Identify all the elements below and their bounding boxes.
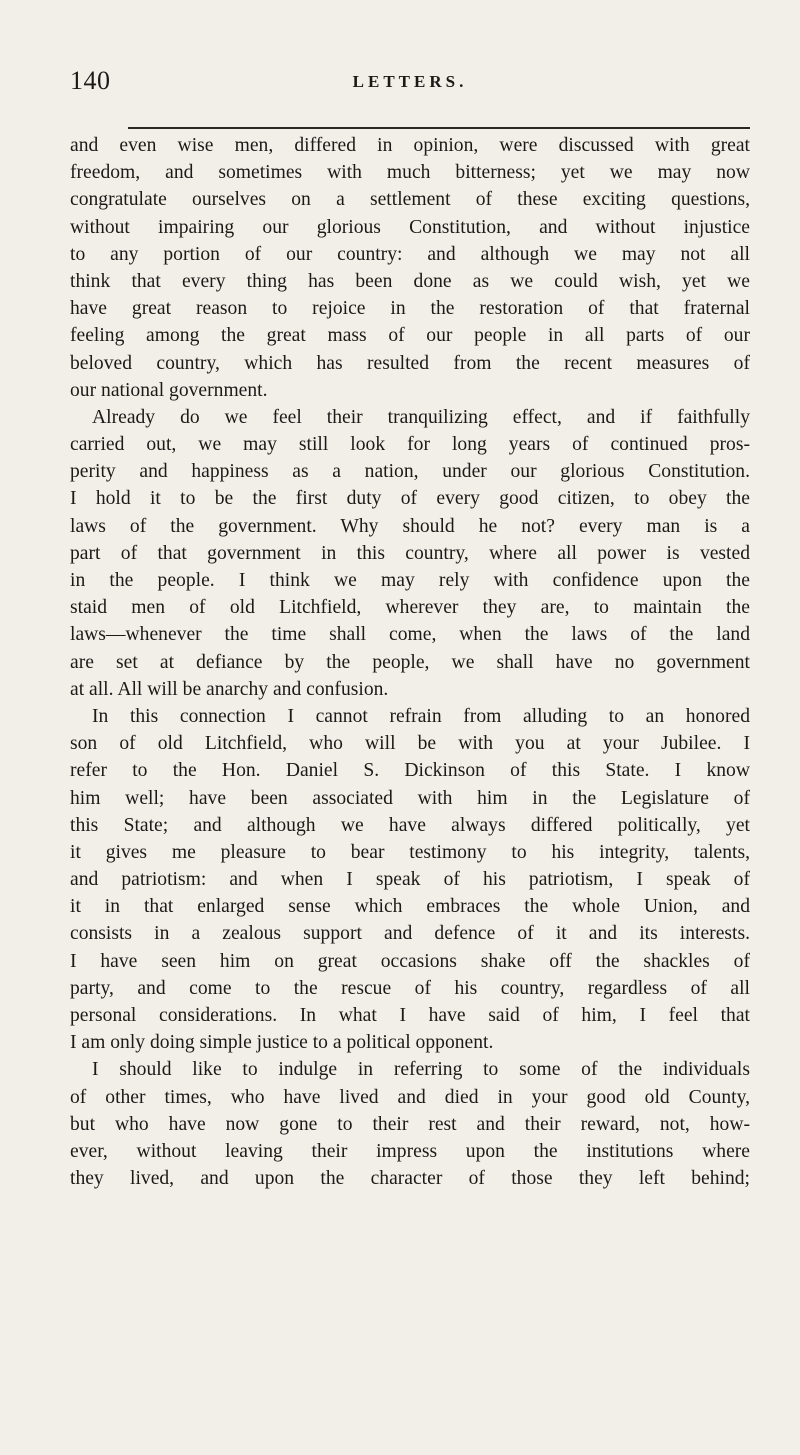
text-line: beloved country, which has resulted from the recent measures of [70,352,750,374]
text-line: have great reason to rejoice in the restoration of that fraternal [70,298,750,320]
text-line: congratulate ourselves on a settlement of these exciting questions, [70,189,750,211]
text-line: I have seen him on great occasions shake off the shackles of [70,950,750,972]
text-line: I am only doing simple justice to a political opponent. [70,1032,494,1054]
text-line: this State; and although we have always differed politically, yet [70,814,750,836]
text-line: think that every thing has been done as we could wish, yet we [70,270,750,292]
text-line: it gives me pleasure to bear testimony to his integrity, talents, [70,841,750,863]
text-line: in the people. I think we may rely with confidence upon the [70,570,750,591]
text-line: carried out, we may still look for long years of continued pros- [70,434,750,456]
text-line: and patriotism: and when I speak of his patriotism, I speak of [70,869,750,891]
header-rule [128,127,750,129]
text-line: but who have now gone to their rest and their reward, not, how- [70,1113,750,1135]
text-line: personal considerations. In what I have said of him, I feel that [70,1005,750,1026]
text-line: party, and come to the rescue of his country, regardless of all [70,977,750,999]
text-line: refer to the Hon. Daniel S. Dickinson of this State. I know [70,760,750,782]
text-line: Already do we feel their tranquilizing effect, and if faithfully [92,406,750,428]
text-line: ever, without leaving their impress upon the institutions where [70,1140,750,1162]
text-line: In this connection I cannot refrain from alluding to an honored [92,705,750,727]
running-head: LETTERS. [352,72,468,91]
text-line: I should like to indulge in referring to some of the individuals [92,1059,750,1081]
text-line: consists in a zealous support and defence of it and its interests. [70,923,750,945]
text-line: him well; have been associated with him in the Legislature of [70,787,750,809]
text-line: laws of the government. Why should he not? every man is a [70,515,750,537]
text-line: perity and happiness as a nation, under our glorious Constitution. [70,461,750,483]
text-line: it in that enlarged sense which embraces the whole Union, and [70,896,750,918]
text-line: son of old Litchfield, who will be with you at your Jubilee. I [70,733,750,755]
page-header [70,64,750,104]
text-line: of other times, who have lived and died in your good old County, [70,1086,750,1108]
text-line: without impairing our glorious Constitution, and without injustice [70,216,750,238]
page-number: 140 [70,66,111,95]
body-text [70,132,750,1192]
text-line: are set at defiance by the people, we shall have no government [70,651,750,673]
text-line: at all. All will be anarchy and confusion. [70,678,389,700]
text-line: laws—whenever the time shall come, when the laws of the land [70,624,750,646]
text-line: freedom, and sometimes with much bitterness; yet we may now [70,162,750,184]
text-line: part of that government in this country, where all power is vested [70,542,750,564]
text-line: they lived, and upon the character of those they left behind; [70,1168,750,1190]
text-line: and even wise men, differed in opinion, were discussed with great [70,135,750,156]
text-line: to any portion of our country: and although we may not all [70,243,750,265]
text-line: staid men of old Litchfield, wherever they are, to maintain the [70,597,750,619]
text-line: feeling among the great mass of our people in all parts of our [70,325,750,347]
text-line: our national government. [70,379,268,401]
text-line: I hold it to be the first duty of every good citizen, to obey the [70,488,750,510]
